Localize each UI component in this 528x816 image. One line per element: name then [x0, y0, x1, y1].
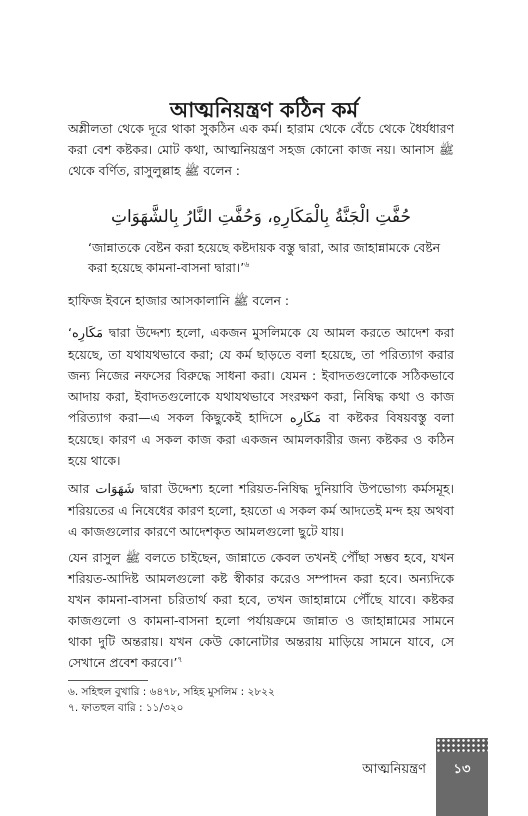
footnote-ref-7[interactable]: ৭	[177, 654, 183, 664]
footnotes	[68, 684, 454, 716]
hadith-translation-text: ‘জান্নাতকে বেষ্টন করা হয়েছে কষ্টদায়ক বস্তু দ্বারা, আর জাহান্নামকে বেষ্টন করা হয়েছে কামনা-বাসনা দ্বারা।’	[88, 240, 441, 275]
explanation-paragraph-2	[68, 478, 454, 542]
explanation-text-2a: আর	[68, 481, 96, 496]
arabic-word-makarih: مَكَارِه	[71, 326, 104, 341]
explanation-text-1a: দ্বারা উদ্দেশ্য হলো, একজন মুসলিমকে যে আমল করতে আদেশ করা হয়েছে, তা যথাযথভাবে করা; যে কর্ম ছাড়তে বলা হয়েছে, তা পরিত্যাগ করার জন্য নিজের নফসের বিরুদ্ধে সাধনা করা। যেমন : ইবাদতগুলোকে সঠিকভাবে আদায় করা, ইবাদতগুলোকে যথাযথভাবে সংরক্ষণ করা, নিষিদ্ধ কথা ও কাজ পরিত্যাগ করা—এ সকল কিছুকেই হাদিসে	[68, 325, 454, 425]
hadith-translation	[88, 238, 454, 278]
intro-paragraph	[68, 118, 454, 181]
tab-dot-pattern	[436, 738, 488, 752]
footnote-ref-6[interactable]: ৬	[244, 259, 250, 269]
running-title: আত্মনিয়ন্ত্রণ	[362, 762, 426, 777]
page-number: ১৩	[453, 762, 471, 777]
quote-open-mark: ‘	[68, 325, 72, 340]
arabic-word-shahawat: شَهَوَات	[95, 482, 135, 497]
footnote-6: ৬. সহিহুল বুখারি : ৬৪৭৮, সহিহ মুসলিম : ২৮২২	[68, 686, 275, 698]
footnote-7: ৭. ফাতহুল বারি : ১১/৩২০	[68, 702, 184, 714]
hadith-arabic-text: حُفَّتِ الْجَنَّةُ بِالْمَكَارِهِ، وَحُفَّتِ النَّارُ بِالشَّهَوَاتِ	[110, 207, 412, 227]
intro-paragraph-text: অশ্লীলতা থেকে দূরে থাকা সুকঠিন এক কর্ম। হারাম থেকে বেঁচে থেকে ধৈর্যধারণ করা বেশ কষ্টকর। মোট কথা, আত্মনিয়ন্ত্রণ সহজ কোনো কাজ নয়। আনাস ﷺ থেকে বর্ণিত, রাসুলুল্লাহ ﷺ বলেন :	[68, 121, 454, 178]
scholar-intro-paragraph	[68, 290, 454, 311]
conclusion-text: যেন রাসুল ﷺ বলতে চাইছেন, জান্নাতে কেবল তখনই পৌঁছা সম্ভব হবে, যখন শরিয়ত-আদিষ্ট আমলগুলো কষ্ট স্বীকার করেও সম্পাদন করা হবে। অন্যদিকে যখন কামনা-বাসনা চরিতার্থ করা হবে, তখন জাহান্নামে পৌঁছে যাবে। কষ্টকর কাজগুলো ও কামনা-বাসনা হলো পর্যায়ক্রমে জান্নাত ও জাহান্নামের সামনে থাকা দুটি অন্তরায়। যখন কেউ কোনোটার অন্তরায় মাড়িয়ে সামনে যাবে, সে সেখানে প্রবেশ করবে।’	[68, 550, 455, 670]
conclusion-paragraph	[68, 547, 454, 673]
footnote-divider	[68, 680, 148, 681]
page-number-tab	[436, 738, 488, 816]
scholar-intro-text: হাফিজ ইবনে হাজার আসকালানি ﷺ বলেন :	[68, 293, 290, 308]
chapter-heading: আত্মনিয়ন্ত্রণ কঠিন কর্ম	[169, 97, 359, 122]
explanation-text-2b: দ্বারা উদ্দেশ্য হলো শরিয়ত-নিষিদ্ধ দুনিয়াবি উপভোগ্য কর্মসমূহ। শরিয়তের এ নিষেধের কারণ হলো, হয়তো এ সকল কর্ম আদতেই মন্দ হয় অথবা এ কাজগুলোর কারণে আদেশকৃত আমলগুলো ছুটে যায়।	[68, 481, 454, 539]
explanation-text-1b: বা কষ্টকর বিষয়বস্তু বলা হয়েছে। কারণ এ সকল কাজ করা একজন আমলকারীর জন্য কষ্টকর ও কঠিন হয়ে থাকে।	[68, 410, 454, 468]
explanation-paragraph-1	[68, 322, 454, 471]
arabic-word-makarih-2: مَكَارِه	[289, 411, 322, 426]
